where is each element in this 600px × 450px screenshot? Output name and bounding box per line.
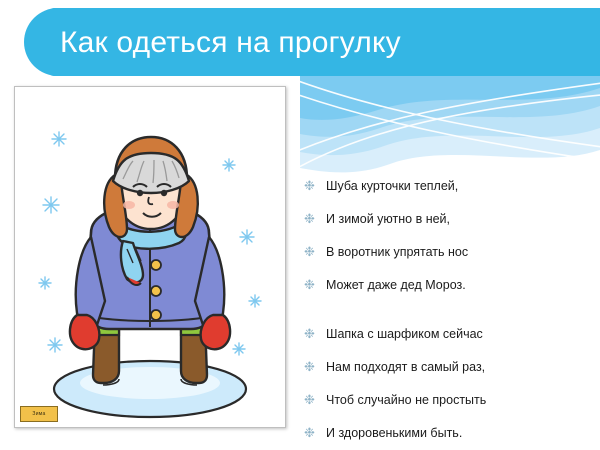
list-item — [300, 357, 590, 390]
list-item-label: Чтоб случайно не простыть — [326, 393, 487, 407]
list-item-label: Может даже дед Мороз. — [326, 278, 466, 292]
decorative-wave-graphic — [300, 76, 600, 186]
list-item — [300, 275, 590, 308]
list-item-label: Шапка с шарфиком сейчас — [326, 327, 483, 341]
bullet-icon: ❉ — [304, 277, 315, 292]
list-item-label: В воротник упрятать нос — [326, 245, 469, 259]
bullet-icon: ❉ — [304, 326, 315, 341]
bullet-icon: ❉ — [304, 211, 315, 226]
page-title: Как одеться на прогулку — [60, 26, 401, 59]
bullet-list — [300, 176, 590, 450]
bullet-icon: ❉ — [304, 425, 315, 440]
list-gap — [300, 308, 590, 324]
bullet-icon: ❉ — [304, 178, 315, 193]
bullet-icon: ❉ — [304, 244, 315, 259]
list-item — [300, 324, 590, 357]
bullet-icon: ❉ — [304, 359, 315, 374]
list-item — [300, 423, 590, 450]
bullet-icon: ❉ — [304, 392, 315, 407]
list-item — [300, 242, 590, 275]
illustration-frame — [14, 86, 286, 428]
picture-caption-tag: Зима — [20, 406, 58, 422]
list-item-label: И зимой уютно в ней, — [326, 212, 450, 226]
list-item-label: И здоровенькими быть. — [326, 426, 463, 440]
list-item — [300, 390, 590, 423]
list-item — [300, 209, 590, 242]
list-item-label: Нам подходят в самый раз, — [326, 360, 486, 374]
list-item — [300, 176, 590, 209]
list-item-label: Шуба курточки теплей, — [326, 179, 459, 193]
